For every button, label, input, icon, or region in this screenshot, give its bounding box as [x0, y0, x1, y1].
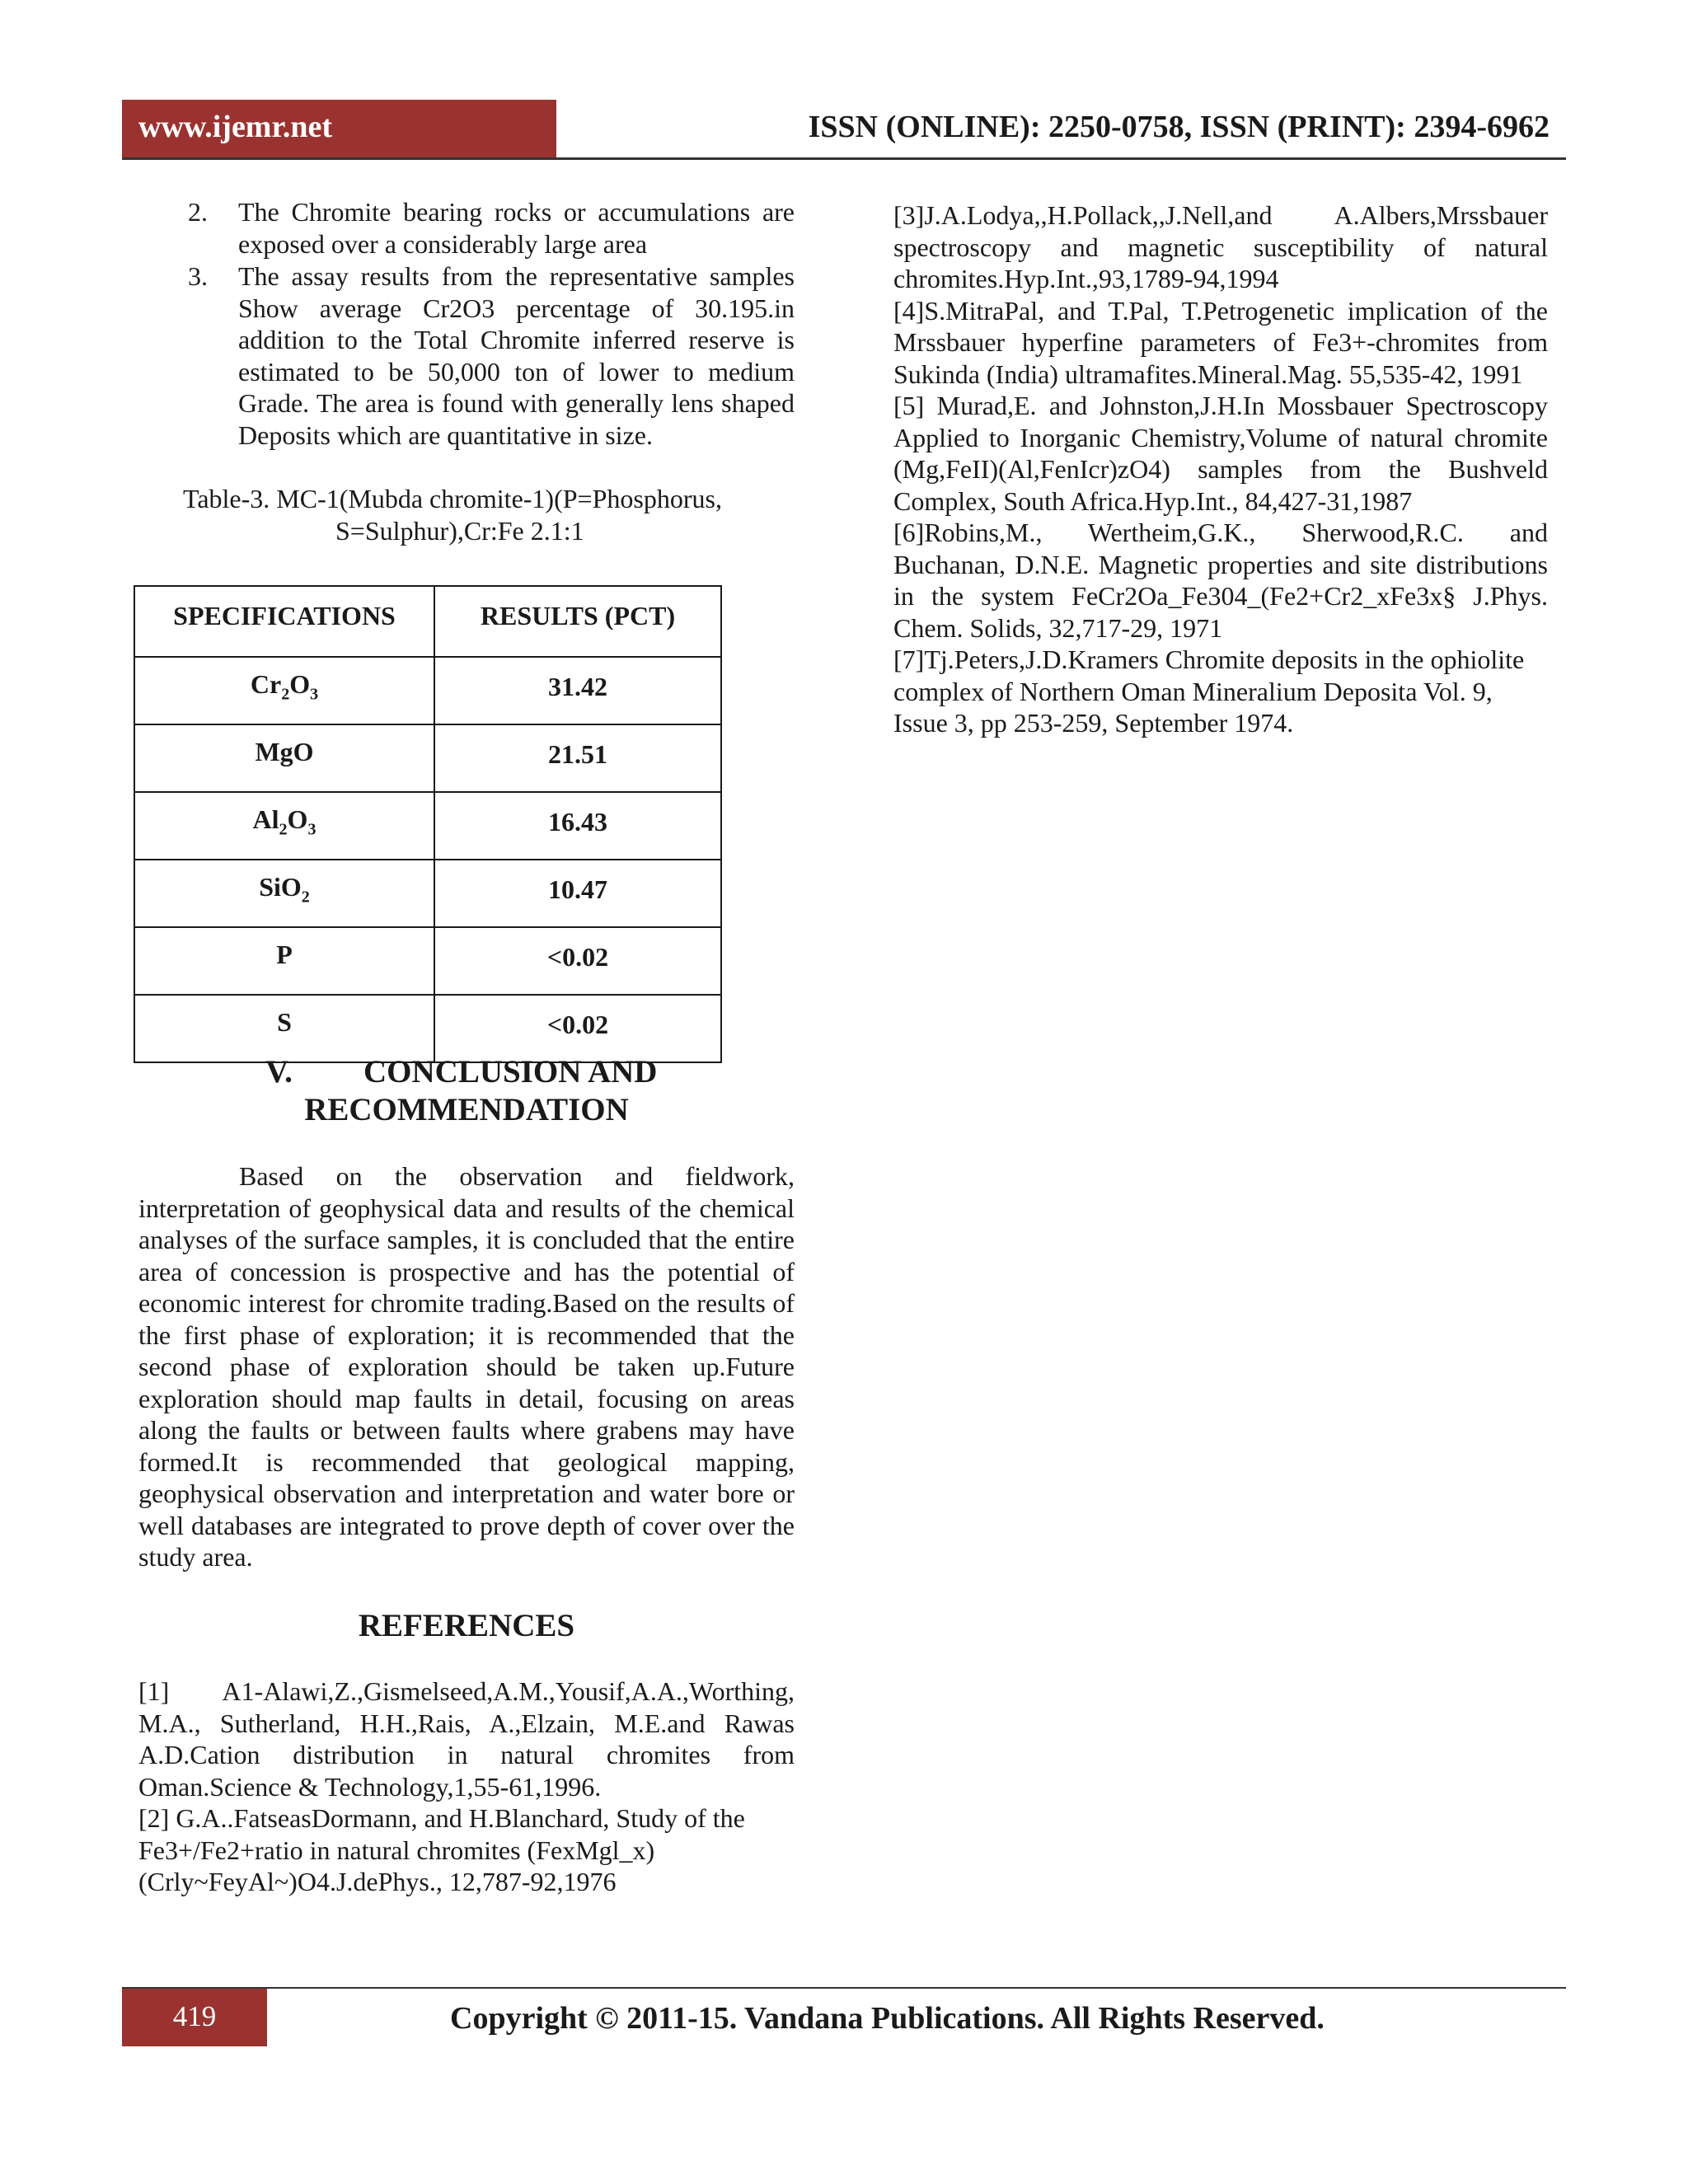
list-item-text: The assay results from the representative samples Show average Cr2O3 percentage of 30.195.in addition to the Total Chromite inferred reserve is estimated to be 50,000 ton of lower to medium Grade. The area is found with generally lens shaped Deposits which are quantitative in size. [238, 261, 795, 450]
footer-rule [122, 1987, 1566, 1989]
reference-item: [2] G.A..FatseasDormann, and H.Blanchard, Study of the Fe3+/Fe2+ratio in natural chromites (FexMgl_x) (Crly~FeyAl~)O4.J.dePhys., 12,787-92,1976 [138, 1803, 745, 1896]
table-caption-line1: Table-3. MC-1(Mubda chromite-1)(P=Phosphorus, [183, 484, 722, 513]
table-caption-line2: S=Sulphur),Cr:Fe 2.1:1 [335, 516, 584, 546]
table-header-row [134, 586, 721, 657]
page-number: 419 [172, 2000, 217, 2032]
references-heading: REFERENCES [358, 1608, 575, 1643]
reference-item: [7]Tj.Peters,J.D.Kramers Chromite deposits in the ophiolite complex of Northern Oman Mineralium Deposita Vol. 9, Issue 3, pp 253-259, September 1974. [893, 644, 1525, 738]
section-number: V. [265, 1054, 293, 1090]
table-row [134, 927, 721, 995]
table-cell-result: 10.47 [434, 860, 721, 927]
list-item-text: The Chromite bearing rocks or accumulations are exposed over a considerably large area [238, 197, 795, 259]
table-row [134, 995, 721, 1062]
table-row [134, 860, 721, 927]
table-row [134, 657, 721, 724]
table-cell-spec: S [134, 995, 434, 1062]
table-cell-result: 16.43 [434, 792, 721, 860]
list-number: 2. [188, 197, 208, 227]
references-list-left [138, 1675, 795, 1898]
table-cell-spec: $Al_2O_3$ [134, 792, 434, 860]
section-heading-line1: CONCLUSION AND [363, 1054, 658, 1090]
list-number: 3. [188, 261, 208, 291]
numbered-list [138, 196, 795, 458]
specifications-table [134, 585, 722, 1063]
list-item [138, 196, 795, 260]
table-cell-spec: MgO [134, 724, 434, 792]
reference-item: [6]Robins,M., Wertheim,G.K., Sherwood,R.C. and Buchanan, D.N.E. Magnetic properties and site distributions in the system FeCr2Oa_Fe304_(Fe2+Cr2_xFe3x§ J.Phys. Chem. Solids, 32,717-29, 1971 [893, 518, 1548, 643]
table-cell-result: 31.42 [434, 657, 721, 724]
references-list-right [893, 199, 1548, 739]
site-url[interactable]: www.ijemr.net [138, 110, 332, 144]
table-cell-result: <0.02 [434, 927, 721, 995]
table-cell-spec: P [134, 927, 434, 995]
table-header-results: RESULTS (PCT) [434, 586, 721, 657]
reference-item: [5] Murad,E. and Johnston,J.H.In Mossbauer Spectroscopy Applied to Inorganic Chemistry,Volume of natural chromite (Mg,FeII)(Al,FenIcr)zO4) samples from the Bushveld Complex, South Africa.Hyp.Int., 84,427-31,1987 [893, 391, 1548, 516]
table-row [134, 792, 721, 860]
issn-line: ISSN (ONLINE): 2250-0758, ISSN (PRINT): 2394-6962 [808, 110, 1550, 144]
table-header-specifications: SPECIFICATIONS [134, 586, 434, 657]
reference-item: [3]J.A.Lodya,,H.Pollack,,J.Nell,and A.Albers,Mrssbauer spectroscopy and magnetic susceptibility of natural chromites.Hyp.Int.,93,1789-94,1994 [893, 200, 1548, 293]
reference-item: [1] A1-Alawi,Z.,Gismelseed,A.M.,Yousif,A.A.,Worthing, M.A., Sutherland, H.H.,Rais, A.,Elzain, M.E.and Rawas A.D.Cation distribution in natural chromites from Oman.Science & Technology,1,55-61,1996. [138, 1676, 795, 1802]
reference-item: [4]S.MitraPal, and T.Pal, T.Petrogenetic implication of the Mrssbauer hyperfine parameters of Fe3+-chromites from Sukinda (India) ultramafites.Mineral.Mag. 55,535-42, 1991 [893, 295, 1548, 389]
table-cell-spec: SiO$_2$ [134, 860, 434, 927]
header-rule [122, 157, 1566, 160]
conclusion-paragraph: Based on the observation and fieldwork, interpretation of geophysical data and results of the chemical analyses of the surface samples, it is concluded that the entire area of concession is prospective and has the potential of economic interest for chromite trading.Based on the results of the first phase of exploration; it is recommended that the second phase of exploration should be taken up.Future exploration should map faults in detail, focusing on areas along the faults or between faults where grabens may have formed.It is recommended that geological mapping, geophysical observation and interpretation and water bore or well databases are integrated to prove depth of cover over the study area. [138, 1161, 795, 1572]
copyright-notice: Copyright © 2011-15. Vandana Publications. All Rights Reserved. [450, 2001, 1325, 2036]
table-row [134, 724, 721, 792]
table-cell-spec: $Cr_2O_3$ [134, 657, 434, 724]
table-cell-result: <0.02 [434, 995, 721, 1062]
table-cell-result: 21.51 [434, 724, 721, 792]
section-heading-line2: RECOMMENDATION [304, 1092, 629, 1127]
list-item [138, 260, 795, 458]
